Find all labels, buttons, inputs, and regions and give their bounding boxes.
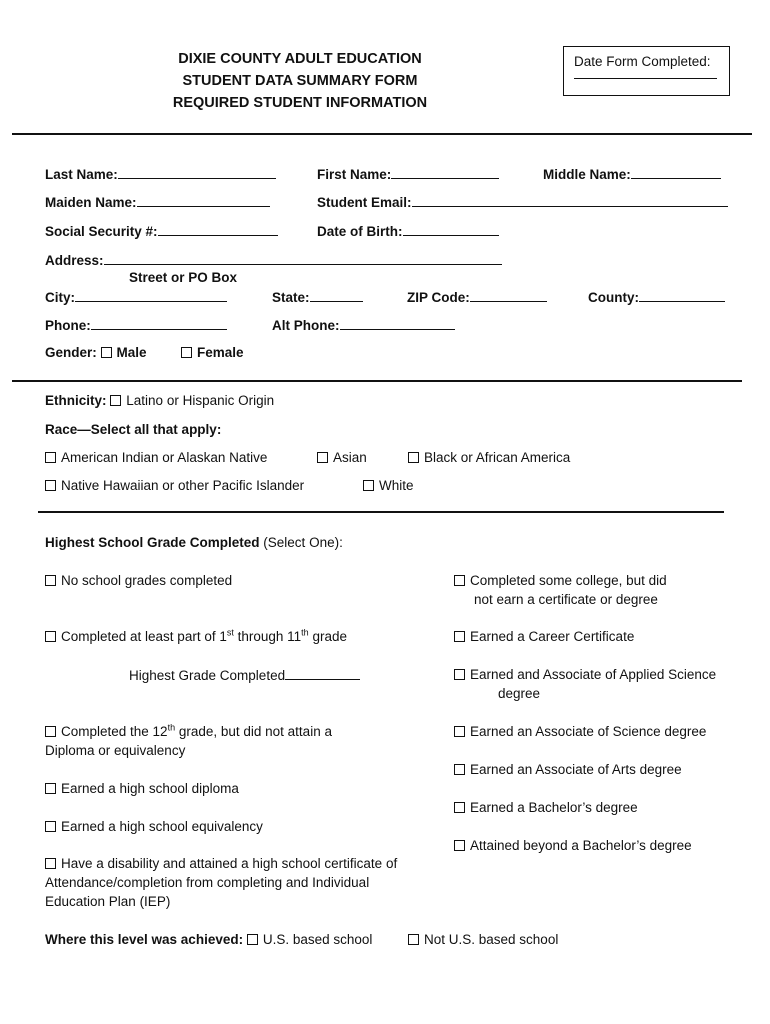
ssn-field[interactable]	[158, 223, 278, 236]
female-label: Female	[197, 345, 244, 360]
student-email-field[interactable]	[412, 194, 728, 207]
male-checkbox[interactable]	[101, 347, 112, 358]
state-row	[272, 289, 363, 305]
maiden-name-label: Maiden Name:	[45, 195, 137, 210]
header-divider	[12, 133, 752, 135]
latino-checkbox[interactable]	[110, 395, 121, 406]
address-hint: Street or PO Box	[129, 270, 238, 285]
edu-partial-checkbox[interactable]	[45, 631, 56, 642]
education-heading-label: Highest School Grade Completed	[45, 535, 260, 550]
state-label: State:	[272, 290, 310, 305]
maiden-name-row	[45, 194, 270, 210]
edu-twelfth-label: Completed the 12th grade, but did not attain a	[61, 722, 332, 739]
first-name-label: First Name:	[317, 167, 392, 182]
zip-row	[407, 289, 547, 305]
edu-disability-label-l3: Education Plan (IEP)	[45, 894, 171, 909]
edu-disability-checkbox[interactable]	[45, 858, 56, 869]
race-label: Race—Select all that apply:	[45, 422, 222, 437]
edu-hs-equiv-checkbox[interactable]	[45, 821, 56, 832]
edu-aa-degree-label: Earned an Associate of Arts degree	[470, 762, 682, 777]
edu-beyond-label: Attained beyond a Bachelor’s degree	[470, 838, 692, 853]
county-row	[588, 289, 725, 305]
county-label: County:	[588, 290, 639, 305]
first-name-row	[317, 166, 499, 182]
edu-some-college-label-l2: not earn a certificate or degree	[474, 592, 658, 607]
personal-divider	[12, 380, 742, 382]
address-row	[45, 252, 502, 268]
student-email-row	[317, 194, 728, 210]
american-indian-checkbox[interactable]	[45, 452, 56, 463]
edu-aa-degree	[454, 762, 682, 777]
edu-aa-degree-checkbox[interactable]	[454, 764, 465, 775]
race-black	[408, 450, 570, 465]
middle-name-label: Middle Name:	[543, 167, 631, 182]
ethnicity-label: Ethnicity:	[45, 393, 107, 408]
student-email-label: Student Email:	[317, 195, 412, 210]
edu-beyond	[454, 838, 692, 853]
hawaiian-label: Native Hawaiian or other Pacific Islander	[61, 478, 305, 493]
highest-grade-field[interactable]	[285, 667, 360, 680]
edu-as-degree-checkbox[interactable]	[454, 726, 465, 737]
dob-field[interactable]	[403, 223, 499, 236]
edu-beyond-checkbox[interactable]	[454, 840, 465, 851]
asian-checkbox[interactable]	[317, 452, 328, 463]
edu-some-college	[454, 573, 667, 588]
edu-aas-checkbox[interactable]	[454, 669, 465, 680]
race-american-indian	[45, 450, 267, 465]
county-field[interactable]	[639, 289, 725, 302]
edu-as-degree-label: Earned an Associate of Science degree	[470, 724, 707, 739]
edu-none-checkbox[interactable]	[45, 575, 56, 586]
where-achieved-row	[45, 932, 372, 947]
black-label: Black or African America	[424, 450, 571, 465]
non-us-school-row	[408, 932, 558, 947]
gender-label: Gender:	[45, 345, 97, 360]
edu-career-cert-checkbox[interactable]	[454, 631, 465, 642]
race-white	[363, 478, 414, 493]
gender-row	[45, 345, 147, 360]
maiden-name-field[interactable]	[137, 194, 270, 207]
edu-partial	[45, 629, 347, 644]
edu-disability-label-l1: Have a disability and attained a high school certificate of	[61, 856, 398, 871]
last-name-row	[45, 166, 276, 182]
white-label: White	[379, 478, 414, 493]
dob-row	[317, 223, 499, 239]
female-row	[181, 345, 244, 360]
form-title-line2: STUDENT DATA SUMMARY FORM	[182, 73, 418, 89]
non-us-school-checkbox[interactable]	[408, 934, 419, 945]
where-achieved-label: Where this level was achieved:	[45, 932, 244, 947]
edu-hs-diploma	[45, 781, 239, 796]
date-form-completed-field[interactable]	[574, 78, 717, 79]
black-checkbox[interactable]	[408, 452, 419, 463]
zip-label: ZIP Code:	[407, 290, 470, 305]
edu-twelfth	[45, 724, 332, 739]
edu-twelfth-checkbox[interactable]	[45, 726, 56, 737]
hawaiian-checkbox[interactable]	[45, 480, 56, 491]
latino-label: Latino or Hispanic Origin	[126, 393, 275, 408]
ssn-label: Social Security #:	[45, 224, 158, 239]
highest-grade-label: Highest Grade Completed	[129, 668, 286, 683]
us-school-label: U.S. based school	[262, 932, 373, 947]
edu-some-college-label-l1: Completed some college, but did	[470, 573, 667, 588]
edu-hs-diploma-checkbox[interactable]	[45, 783, 56, 794]
date-form-completed-label: Date Form Completed:	[574, 54, 711, 69]
race-asian	[317, 450, 367, 465]
ssn-row	[45, 223, 278, 239]
address-label: Address:	[45, 253, 104, 268]
edu-some-college-checkbox[interactable]	[454, 575, 465, 586]
dob-label: Date of Birth:	[317, 224, 403, 239]
edu-hs-equiv	[45, 819, 263, 834]
state-field[interactable]	[310, 289, 363, 302]
edu-career-cert-label: Earned a Career Certificate	[470, 629, 635, 644]
female-checkbox[interactable]	[181, 347, 192, 358]
white-checkbox[interactable]	[363, 480, 374, 491]
race-divider	[38, 511, 724, 513]
ethnicity-row	[45, 393, 274, 408]
edu-none-label: No school grades completed	[61, 573, 233, 588]
edu-career-cert	[454, 629, 634, 644]
address-field[interactable]	[104, 252, 502, 265]
edu-hs-equiv-label: Earned a high school equivalency	[61, 819, 263, 834]
non-us-school-label: Not U.S. based school	[424, 932, 559, 947]
edu-aas-label-l2: degree	[498, 686, 541, 701]
edu-hs-diploma-label: Earned a high school diploma	[61, 781, 239, 796]
edu-bachelor	[454, 800, 638, 815]
edu-aas	[454, 667, 716, 682]
phone-label: Phone:	[45, 318, 91, 333]
edu-as-degree	[454, 724, 706, 739]
alt-phone-row	[272, 317, 455, 333]
zip-field[interactable]	[470, 289, 547, 302]
education-heading-note: (Select One):	[263, 535, 343, 550]
city-row	[45, 289, 227, 305]
alt-phone-label: Alt Phone:	[272, 318, 340, 333]
form-title-line3: REQUIRED STUDENT INFORMATION	[172, 95, 428, 111]
edu-bachelor-label: Earned a Bachelor’s degree	[470, 800, 638, 815]
edu-disability-label-l2: Attendance/completion from completing and Individual	[45, 875, 370, 890]
phone-field[interactable]	[91, 317, 227, 330]
edu-aas-label-l1: Earned and Associate of Applied Science	[470, 667, 717, 682]
last-name-field[interactable]	[118, 166, 276, 179]
city-field[interactable]	[75, 289, 227, 302]
edu-none	[45, 573, 232, 588]
alt-phone-field[interactable]	[340, 317, 455, 330]
male-label: Male	[116, 345, 147, 360]
highest-grade-row	[129, 667, 360, 683]
middle-name-row	[543, 166, 721, 182]
phone-row	[45, 317, 227, 333]
asian-label: Asian	[333, 450, 367, 465]
edu-disability	[45, 856, 397, 871]
first-name-field[interactable]	[391, 166, 499, 179]
middle-name-field[interactable]	[631, 166, 721, 179]
city-label: City:	[45, 290, 75, 305]
education-heading	[45, 535, 343, 550]
edu-bachelor-checkbox[interactable]	[454, 802, 465, 813]
edu-twelfth-line2: Diploma or equivalency	[45, 743, 186, 758]
american-indian-label: American Indian or Alaskan Native	[61, 450, 268, 465]
form-title-line1: DIXIE COUNTY ADULT EDUCATION	[178, 51, 422, 67]
race-hawaiian	[45, 478, 304, 493]
us-school-checkbox[interactable]	[247, 934, 258, 945]
last-name-label: Last Name:	[45, 167, 118, 182]
edu-partial-label: Completed at least part of 1st through 11th grade	[61, 627, 347, 644]
